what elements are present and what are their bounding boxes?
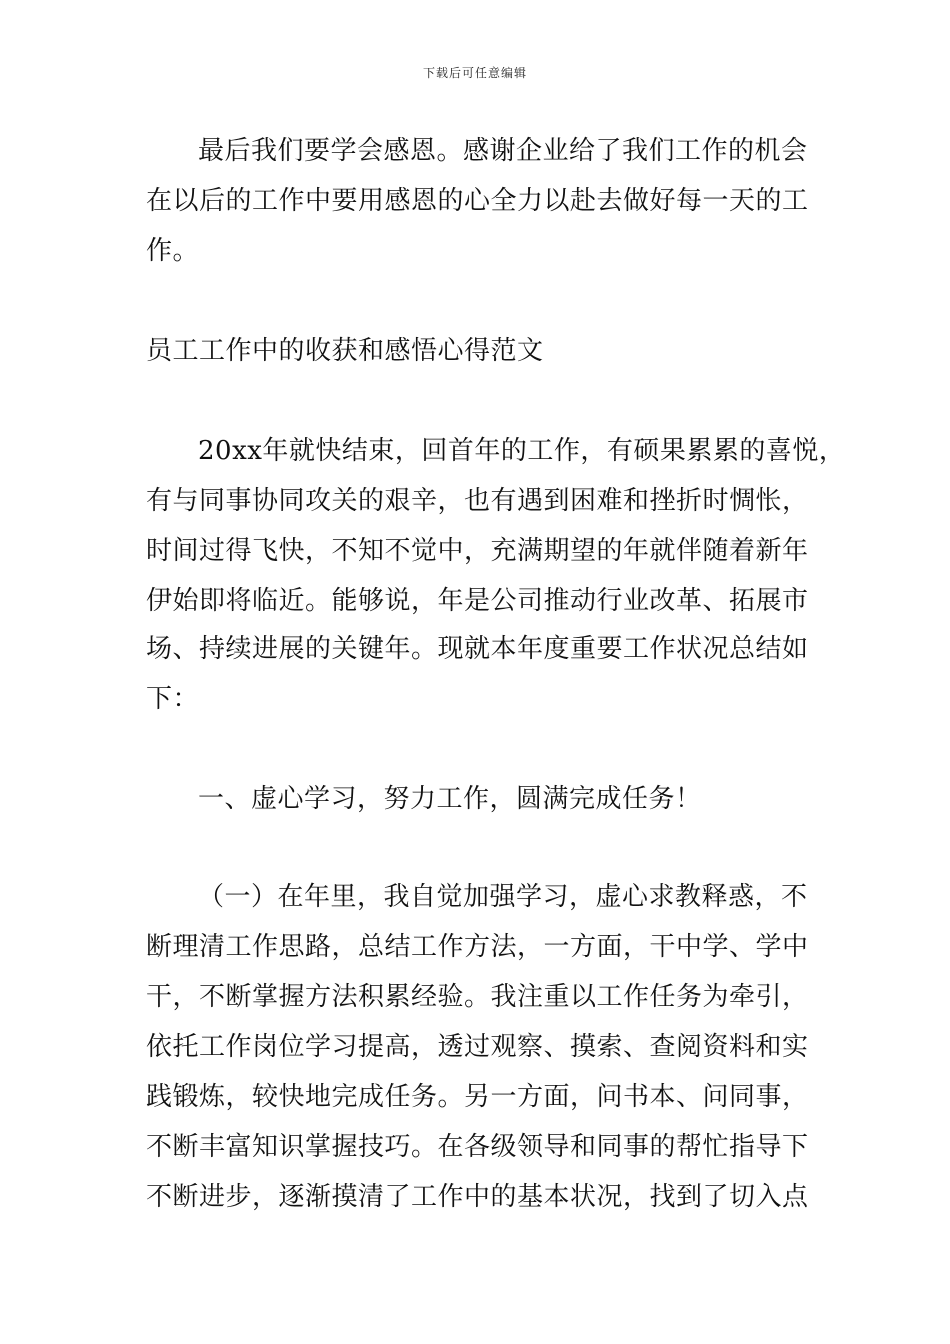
text-line: 不断丰富知识掌握技巧。在各级领导和同事的帮忙指导下 [146, 1132, 809, 1162]
header-note: 下载后可任意编辑 [422, 66, 527, 80]
text-line: 不断进步，逐渐摸清了工作中的基本状况，找到了切入点 [146, 1182, 809, 1212]
subheading: 一、虚心学习，努力工作，圆满完成任务！ [198, 784, 702, 814]
text-line: 20xx年就快结束，回首年的工作，有硕果累累的喜悦， [198, 436, 846, 466]
text-line: 有与同事协同攻关的艰辛，也有遇到困难和挫折时惆怅， [146, 486, 809, 516]
text-line: 践锻炼，较快地完成任务。另一方面，问书本、问同事， [146, 1082, 809, 1112]
section-title: 员工工作中的收获和感悟心得范文 [146, 336, 544, 366]
text-line: 干，不断掌握方法积累经验。我注重以工作任务为牵引， [146, 982, 809, 1012]
text-line: 断理清工作思路，总结工作方法，一方面，干中学、学中 [146, 932, 809, 962]
text-line: （一）在年里，我自觉加强学习，虚心求教释惑，不 [198, 882, 808, 912]
text-line: 依托工作岗位学习提高，透过观察、摸索、查阅资料和实 [146, 1032, 809, 1062]
text-line: 时间过得飞快，不知不觉中，充满期望的年就伴随着新年 [146, 536, 809, 566]
text-line: 最后我们要学会感恩。感谢企业给了我们工作的机会 [198, 136, 808, 166]
text-line: 作。 [146, 236, 200, 266]
text-line: 伊始即将临近。能够说，年是公司推动行业改革、拓展市 [146, 586, 809, 616]
text-line: 在以后的工作中要用感恩的心全力以赴去做好每一天的工 [146, 186, 809, 216]
text-line: 下： [146, 684, 200, 714]
text-line: 场、持续进展的关键年。现就本年度重要工作状况总结如 [146, 634, 809, 664]
